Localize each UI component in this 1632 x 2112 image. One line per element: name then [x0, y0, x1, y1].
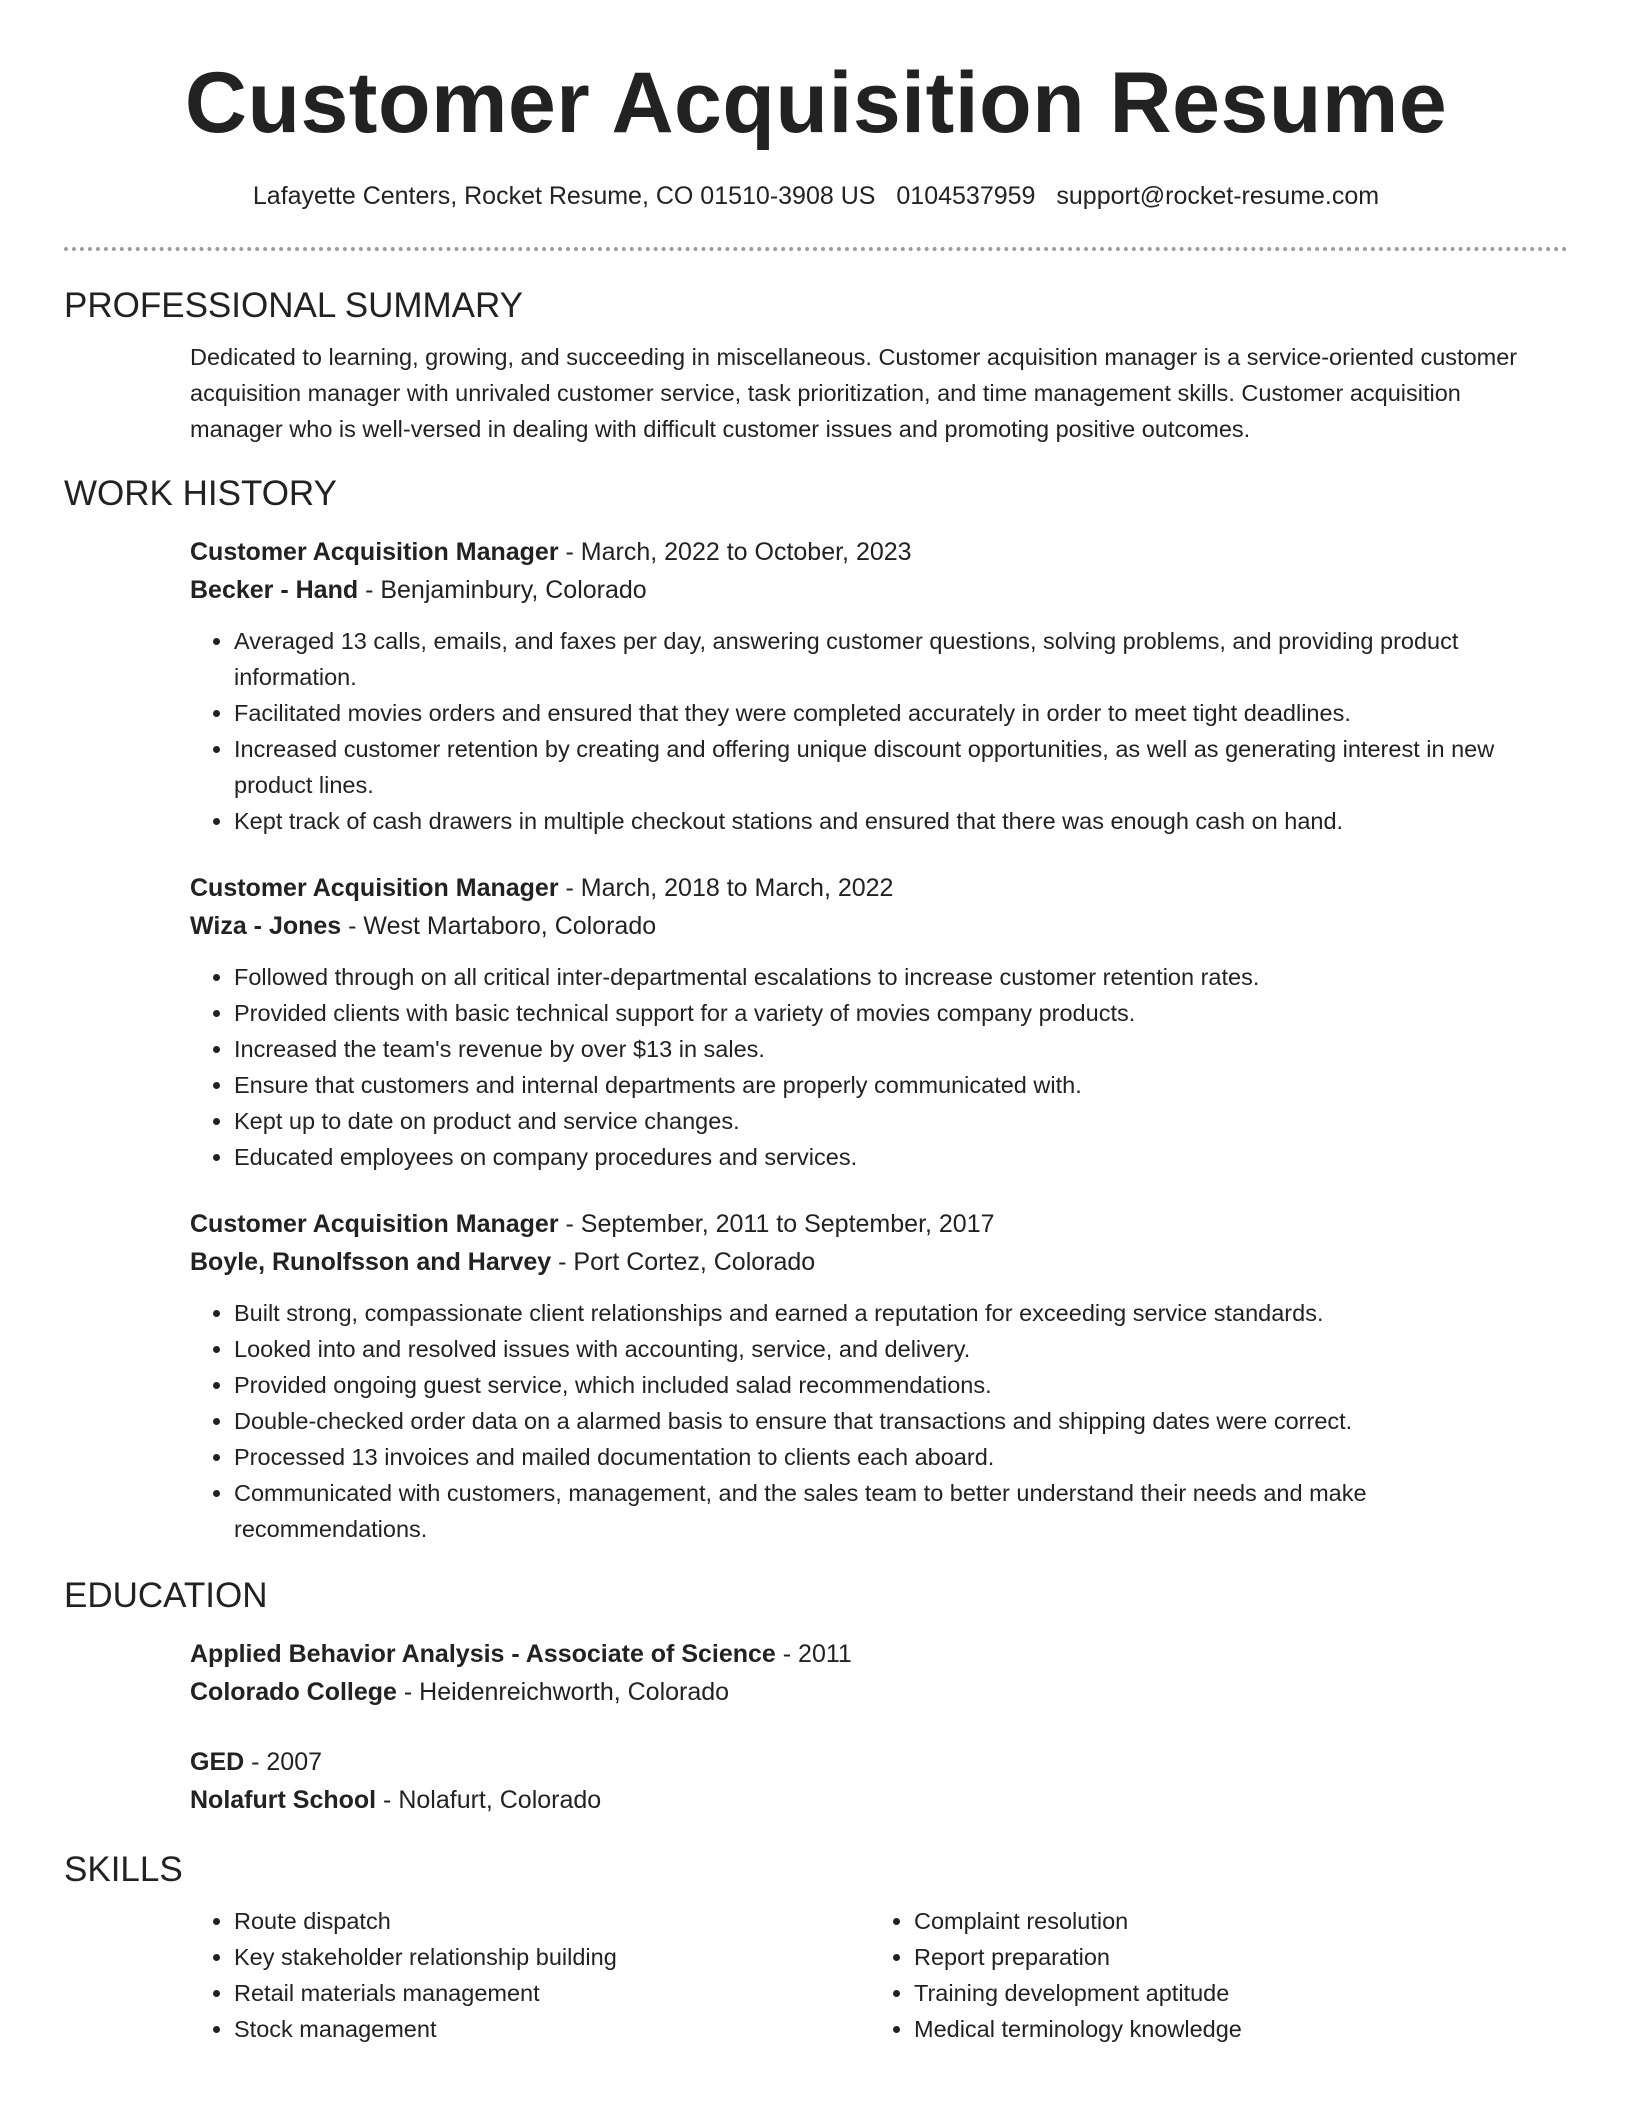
education-section	[64, 1575, 1568, 1819]
job-bullet: • Followed through on all critical inter-departmental escalations to increase customer retention rates.	[234, 959, 1538, 995]
job-entry	[190, 533, 1538, 839]
contact-line	[64, 182, 1568, 211]
job-location: - Benjaminbury, Colorado	[358, 576, 647, 604]
job-location: - Port Cortez, Colorado	[551, 1248, 816, 1276]
job-bullet: • Kept up to date on product and service changes.	[234, 1103, 1538, 1139]
job-dates: - March, 2022 to October, 2023	[558, 538, 912, 566]
job-bullet: • Provided clients with basic technical support for a variety of movies company products.	[234, 995, 1538, 1031]
skill-item: • Report preparation	[914, 1939, 1538, 1975]
education-school: Colorado College	[190, 1678, 397, 1706]
skill-item: • Complaint resolution	[914, 1903, 1538, 1939]
job-title-line	[190, 1205, 1538, 1243]
skills-grid	[190, 1903, 1538, 2047]
skill-item: • Route dispatch	[234, 1903, 870, 1939]
job-bullet: • Built strong, compassionate client relationships and earned a reputation for exceeding service standards.	[234, 1295, 1538, 1331]
job-company: Boyle, Runolfsson and Harvey	[190, 1248, 552, 1276]
skill-item: • Key stakeholder relationship building	[234, 1939, 870, 1975]
education-location: - Heidenreichworth, Colorado	[396, 1678, 730, 1706]
job-title-line	[190, 533, 1538, 571]
skills-section	[64, 1849, 1568, 2047]
job-entry	[190, 869, 1538, 1175]
job-company: Becker - Hand	[190, 576, 359, 604]
section-heading-work-history: WORK HISTORY	[64, 474, 337, 513]
job-dates: - March, 2018 to March, 2022	[558, 874, 894, 902]
education-degree: GED	[190, 1748, 245, 1776]
summary-section	[64, 285, 1568, 447]
section-heading-summary: PROFESSIONAL SUMMARY	[64, 286, 523, 325]
section-heading-skills: SKILLS	[64, 1850, 183, 1889]
job-bullet: • Facilitated movies orders and ensured that they were completed accurately in order to meet tight deadlines.	[234, 695, 1538, 731]
job-bullet: • Increased the team's revenue by over $13 in sales.	[234, 1031, 1538, 1067]
skill-item: • Medical terminology knowledge	[914, 2011, 1538, 2047]
job-bullets	[190, 1295, 1538, 1547]
education-school-line	[190, 1781, 1538, 1819]
education-year: - 2011	[775, 1640, 852, 1668]
job-company-line	[190, 1243, 1538, 1281]
work-history-section	[64, 473, 1568, 1547]
resume-title: Customer Acquisition Resume	[184, 55, 1448, 151]
contact-address: Lafayette Centers, Rocket Resume, CO 01510-3908 US	[252, 182, 876, 210]
job-bullet: • Kept track of cash drawers in multiple checkout stations and ensured that there was enough cash on hand.	[234, 803, 1538, 839]
job-bullet: • Increased customer retention by creating and offering unique discount opportunities, as well as generating interest in new product lines.	[234, 731, 1538, 803]
job-company-line	[190, 907, 1538, 945]
header-divider	[64, 247, 1568, 251]
job-bullet: • Processed 13 invoices and mailed documentation to clients each aboard.	[234, 1439, 1538, 1475]
skill-item: • Training development aptitude	[914, 1975, 1538, 2011]
job-bullet: • Ensure that customers and internal departments are properly communicated with.	[234, 1067, 1538, 1103]
job-bullets	[190, 623, 1538, 839]
job-entry	[190, 1205, 1538, 1547]
section-heading-education: EDUCATION	[64, 1576, 268, 1615]
contact-phone: 0104537959	[896, 182, 1036, 210]
job-company: Wiza - Jones	[190, 912, 342, 940]
job-title-line	[190, 869, 1538, 907]
job-bullet: • Provided ongoing guest service, which included salad recommendations.	[234, 1367, 1538, 1403]
job-bullet: • Double-checked order data on a alarmed basis to ensure that transactions and shipping dates were correct.	[234, 1403, 1538, 1439]
summary-text: Dedicated to learning, growing, and succeeding in miscellaneous. Customer acquisition manager is a service-oriented customer acquisition manager with unrivaled customer service, task prioritization, and time management skills. Customer acquisition manager who is well-versed in dealing with difficult customer issues and promoting positive outcomes.	[190, 344, 1518, 442]
education-degree-line	[190, 1743, 1538, 1781]
job-bullet: • Averaged 13 calls, emails, and faxes per day, answering customer questions, solving problems, and providing product information.	[234, 623, 1538, 695]
job-bullet: • Educated employees on company procedures and services.	[234, 1139, 1538, 1175]
education-year: - 2007	[244, 1748, 323, 1776]
job-location: - West Martaboro, Colorado	[341, 912, 657, 940]
job-title: Customer Acquisition Manager	[190, 874, 559, 902]
education-location: - Nolafurt, Colorado	[376, 1786, 602, 1814]
education-school: Nolafurt School	[190, 1786, 377, 1814]
job-company-line	[190, 571, 1538, 609]
education-degree: Applied Behavior Analysis - Associate of Science	[190, 1640, 776, 1668]
job-title: Customer Acquisition Manager	[190, 1210, 559, 1238]
job-title: Customer Acquisition Manager	[190, 538, 559, 566]
education-entry	[190, 1635, 1538, 1711]
job-bullet: • Looked into and resolved issues with accounting, service, and delivery.	[234, 1331, 1538, 1367]
education-school-line	[190, 1673, 1538, 1711]
skill-item: • Retail materials management	[234, 1975, 870, 2011]
job-bullets	[190, 959, 1538, 1175]
job-dates: - September, 2011 to September, 2017	[558, 1210, 995, 1238]
skill-item: • Stock management	[234, 2011, 870, 2047]
job-bullet: • Communicated with customers, management, and the sales team to better understand their needs and make recommendations.	[234, 1475, 1538, 1547]
skills-list-left	[190, 1903, 870, 2047]
skills-list-right	[870, 1903, 1538, 2047]
contact-email: support@rocket-resume.com	[1056, 182, 1380, 210]
education-entry	[190, 1743, 1538, 1819]
education-degree-line	[190, 1635, 1538, 1673]
